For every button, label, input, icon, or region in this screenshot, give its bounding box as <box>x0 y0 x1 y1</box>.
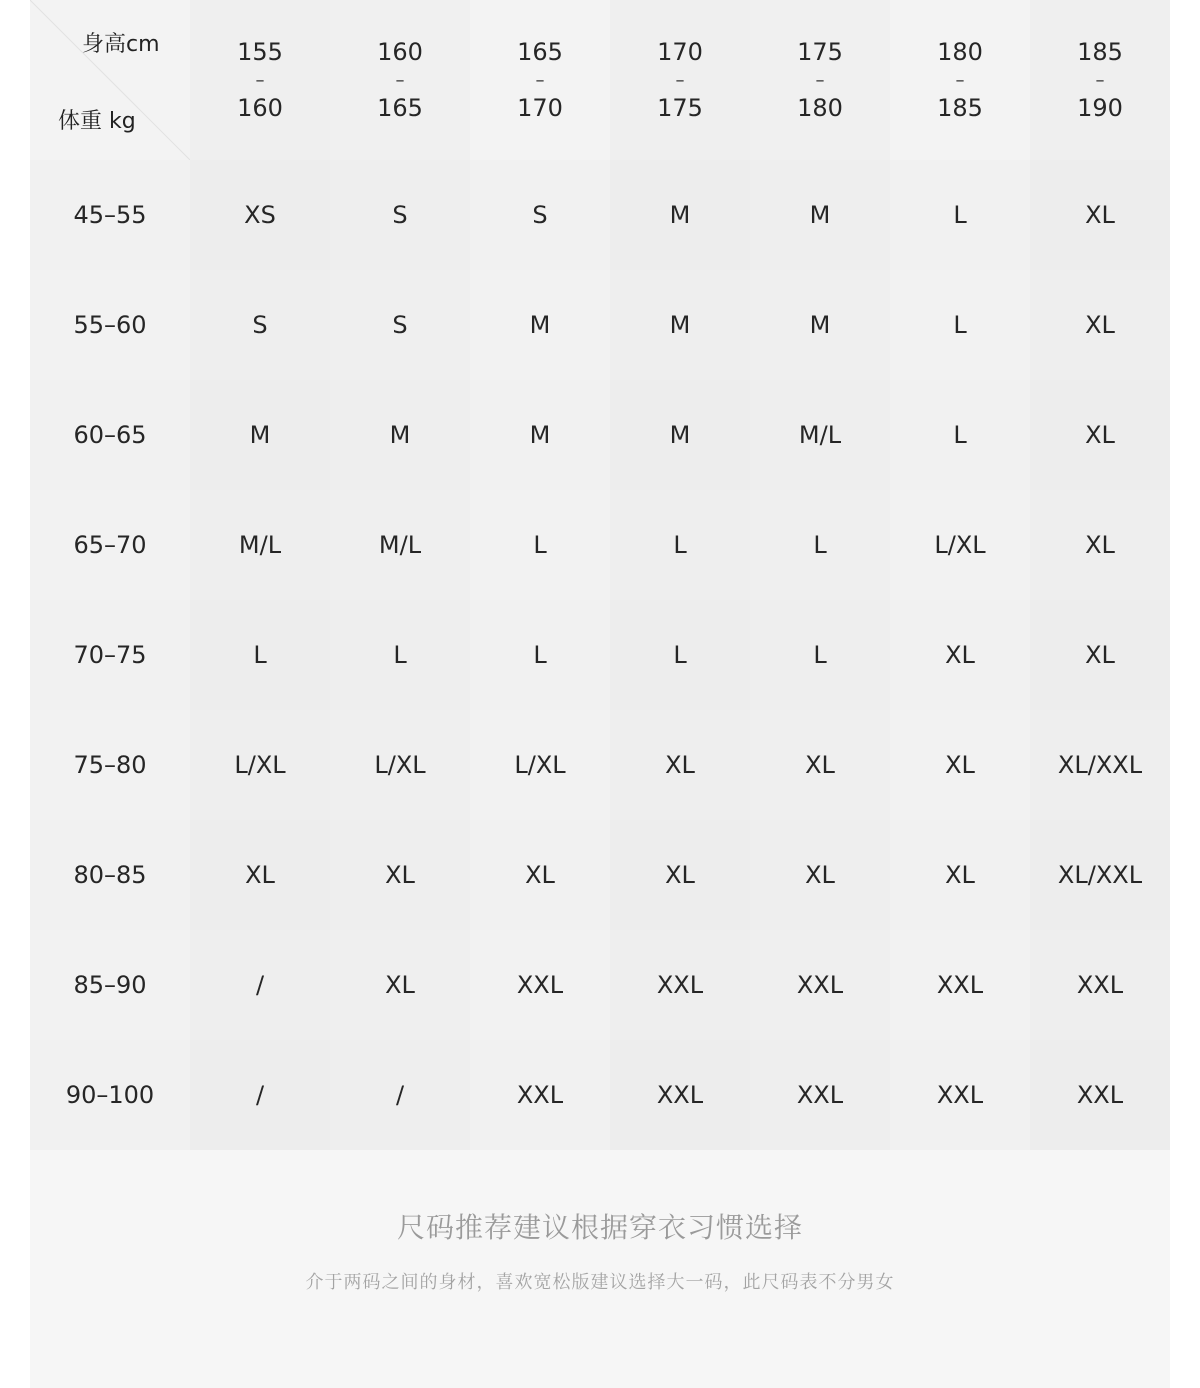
size-cell: L <box>470 490 610 600</box>
height-range-dash: – <box>395 70 405 91</box>
size-cell: M <box>610 380 750 490</box>
size-cell: M/L <box>330 490 470 600</box>
height-range-from: 175 <box>797 38 843 66</box>
size-cell: S <box>470 160 610 270</box>
size-cell: XL <box>750 710 890 820</box>
height-range-from: 180 <box>937 38 983 66</box>
size-cell: XL/XXL <box>1030 710 1170 820</box>
size-cell: M <box>470 380 610 490</box>
height-range-to: 165 <box>377 94 423 122</box>
size-cell: XL/XXL <box>1030 820 1170 930</box>
size-row <box>30 710 1170 820</box>
size-cell: L <box>330 600 470 710</box>
height-range-to: 180 <box>797 94 843 122</box>
size-row <box>30 270 1170 380</box>
size-cell: L/XL <box>190 710 330 820</box>
size-cell: M <box>750 160 890 270</box>
size-row <box>30 600 1170 710</box>
weight-range-cell: 65–70 <box>30 490 190 600</box>
size-cell: XL <box>470 820 610 930</box>
size-cell: M/L <box>750 380 890 490</box>
size-cell: S <box>330 270 470 380</box>
size-cell: XL <box>890 820 1030 930</box>
size-cell: L <box>750 600 890 710</box>
height-range-header <box>190 0 330 160</box>
height-range-header <box>610 0 750 160</box>
size-cell: XL <box>610 820 750 930</box>
size-cell: L <box>890 380 1030 490</box>
diagonal-divider <box>30 0 190 160</box>
size-row <box>30 160 1170 270</box>
height-range-to: 170 <box>517 94 563 122</box>
weight-range-cell: 70–75 <box>30 600 190 710</box>
size-cell: L <box>750 490 890 600</box>
size-cell: XL <box>1030 270 1170 380</box>
height-range-header <box>470 0 610 160</box>
weight-range-cell: 75–80 <box>30 710 190 820</box>
size-cell: XXL <box>610 1040 750 1150</box>
height-range-header <box>1030 0 1170 160</box>
height-range-to: 185 <box>937 94 983 122</box>
size-cell: XXL <box>470 930 610 1040</box>
size-cell: XXL <box>890 1040 1030 1150</box>
size-cell: L <box>610 490 750 600</box>
size-cell: XL <box>330 930 470 1040</box>
weight-range-cell: 60–65 <box>30 380 190 490</box>
size-cell: L/XL <box>470 710 610 820</box>
size-cell: / <box>190 930 330 1040</box>
size-cell: S <box>190 270 330 380</box>
height-range-to: 160 <box>237 94 283 122</box>
height-range-header <box>890 0 1030 160</box>
weight-range-cell: 85–90 <box>30 930 190 1040</box>
size-cell: L <box>890 160 1030 270</box>
height-range-dash: – <box>815 70 825 91</box>
size-cell: XL <box>330 820 470 930</box>
size-cell: XXL <box>470 1040 610 1150</box>
recommendation-subtitle: 介于两码之间的身材，喜欢宽松版建议选择大一码，此尺码表不分男女 <box>305 1272 895 1293</box>
size-cell: XL <box>610 710 750 820</box>
height-axis-label: 身高cm <box>82 32 160 57</box>
height-range-from: 165 <box>517 38 563 66</box>
size-cell: XL <box>1030 600 1170 710</box>
size-cell: XS <box>190 160 330 270</box>
corner-cell <box>30 0 190 160</box>
size-cell: S <box>330 160 470 270</box>
height-range-dash: – <box>255 70 265 91</box>
size-cell: L <box>610 600 750 710</box>
weight-range-cell: 90–100 <box>30 1040 190 1150</box>
recommendation-title: 尺码推荐建议根据穿衣习惯选择 <box>396 1211 803 1244</box>
size-row <box>30 380 1170 490</box>
weight-range-cell: 55–60 <box>30 270 190 380</box>
height-range-to: 175 <box>657 94 703 122</box>
size-cell: XXL <box>1030 1040 1170 1150</box>
height-range-from: 160 <box>377 38 423 66</box>
height-range-header <box>750 0 890 160</box>
height-range-dash: – <box>535 70 545 91</box>
size-cell: XL <box>890 710 1030 820</box>
size-cell: M <box>470 270 610 380</box>
size-cell: L <box>890 270 1030 380</box>
size-cell: / <box>330 1040 470 1150</box>
size-row <box>30 490 1170 600</box>
size-cell: XXL <box>750 930 890 1040</box>
weight-range-cell: 45–55 <box>30 160 190 270</box>
size-cell: M <box>330 380 470 490</box>
size-cell: / <box>190 1040 330 1150</box>
size-row <box>30 1040 1170 1150</box>
size-cell: M <box>190 380 330 490</box>
height-range-to: 190 <box>1077 94 1123 122</box>
size-cell: XXL <box>890 930 1030 1040</box>
size-cell: L <box>470 600 610 710</box>
size-chart-table <box>30 0 1170 1150</box>
size-cell: M <box>610 160 750 270</box>
size-cell: XXL <box>1030 930 1170 1040</box>
size-cell: XL <box>1030 490 1170 600</box>
height-range-dash: – <box>1095 70 1105 91</box>
height-range-dash: – <box>675 70 685 91</box>
size-cell: XL <box>1030 380 1170 490</box>
size-cell: M <box>750 270 890 380</box>
size-row <box>30 930 1170 1040</box>
size-cell: L <box>190 600 330 710</box>
size-cell: XL <box>750 820 890 930</box>
size-cell: XL <box>190 820 330 930</box>
height-range-from: 185 <box>1077 38 1123 66</box>
size-cell: M <box>610 270 750 380</box>
header-row <box>30 0 1170 160</box>
size-cell: XL <box>1030 160 1170 270</box>
size-cell: L/XL <box>330 710 470 820</box>
weight-axis-label: 体重 kg <box>58 109 136 134</box>
size-cell: M/L <box>190 490 330 600</box>
size-cell: XL <box>890 600 1030 710</box>
height-range-from: 155 <box>237 38 283 66</box>
height-range-header <box>330 0 470 160</box>
size-cell: L/XL <box>890 490 1030 600</box>
height-range-dash: – <box>955 70 965 91</box>
height-range-from: 170 <box>657 38 703 66</box>
weight-range-cell: 80–85 <box>30 820 190 930</box>
size-row <box>30 820 1170 930</box>
size-cell: XXL <box>610 930 750 1040</box>
size-cell: XXL <box>750 1040 890 1150</box>
